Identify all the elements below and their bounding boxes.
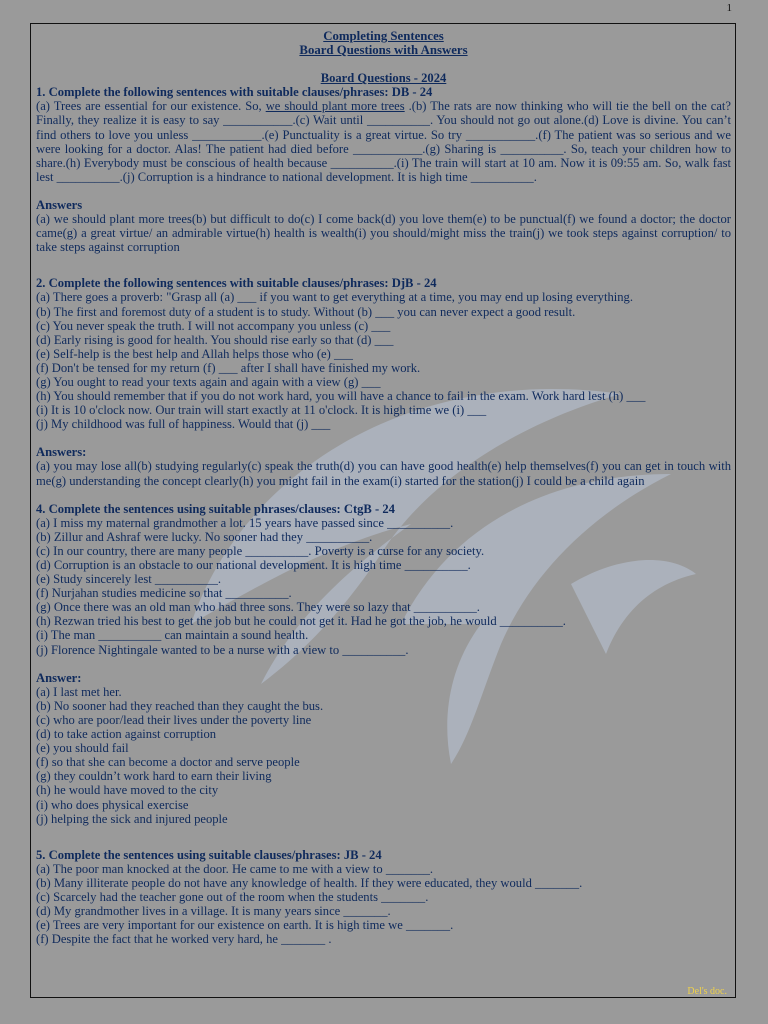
q1-text — [36, 99, 731, 184]
q2-line-h: (h) You should remember that if you do not work hard, you will have a chance to fail in the exam. Work hard lest (h) ___ — [36, 389, 646, 404]
document-frame — [30, 23, 736, 998]
q4-answer-b: (b) No sooner had they reached than they caught the bus. — [36, 698, 324, 713]
q4-answer-j: (j) helping the sick and injured people — [36, 811, 228, 826]
q1-answers: (a) we should plant more trees(b) but difficult to do(c) I come back(d) you love them(e) to be punctual(f) we found a doctor; the doctor came(g) a great virtue/ an admirable virtue(h) health is wealth(i) you should/might miss the train(j) we took steps against corruption/ to take steps against corruption — [36, 212, 731, 255]
q2-answers-heading: Answers: — [36, 445, 87, 460]
q1-text-post: .(b) The rats are now thinking who will tie the bell on the cat? Finally, they realize it is easy to say ___________.(c) Wait until __________. You should not go out alone.(d) Love is divine. You can’t find others to love you unless ___________.(e) Punctuality is a great virtue. So try ___________.(f) The patient was so serious and we were looking for a doctor. Alas! The patient had died before ___________.(g) Sharing is __________. So, teach your children how to share.(h) Everybody must be conscious of health because __________.(i) The train will start at 10 am. Now it is 09:55 am. So, walk fast lest __________.(j) Corruption is a hindrance to national development. It is high time __________. — [36, 99, 732, 184]
q4-line-c: (c) In our country, there are many people __________. Poverty is a curse for any society. — [36, 543, 485, 558]
q4-line-i: (i) The man __________ can maintain a sound health. — [36, 628, 309, 643]
q4-answer-e: (e) you should fail — [36, 741, 129, 756]
q5-heading: 5. Complete the sentences using suitable clauses/phrases: JB - 24 — [36, 847, 382, 862]
year-heading: Board Questions - 2024 — [320, 71, 447, 86]
q4-answer-f: (f) so that she can become a doctor and serve people — [36, 755, 300, 770]
q4-answers-heading: Answer: — [36, 670, 82, 685]
q2-line-i: (i) It is 10 o'clock now. Our train will start exactly at 11 o'clock. It is high time we (i) ___ — [36, 403, 487, 418]
q5-line-c: (c) Scarcely had the teacher gone out of the room when the students _______. — [36, 889, 429, 904]
q5-line-f: (f) Despite the fact that he worked very hard, he _______ . — [36, 932, 332, 947]
q4-line-f: (f) Nurjahan studies medicine so that __________. — [36, 586, 292, 601]
q4-line-e: (e) Study sincerely lest __________. — [36, 572, 222, 587]
q4-line-d: (d) Corruption is an obstacle to our national development. It is high time __________. — [36, 558, 471, 572]
q5-line-e: (e) Trees are very important for our existence on earth. It is high time we _______. — [36, 918, 454, 933]
q4-answer-c: (c) who are poor/lead their lives under the poverty line — [36, 712, 312, 727]
q5-line-b: (b) Many illiterate people do not have any knowledge of health. If they were educated, they would _______. — [36, 875, 583, 890]
page-number: 1 — [726, 2, 732, 14]
q2-line-c: (c) You never speak the truth. I will not accompany you unless (c) ___ — [36, 318, 391, 333]
q2-line-j: (j) My childhood was full of happiness. Would that (j) ___ — [36, 417, 331, 432]
document-title: Completing Sentences — [323, 29, 444, 43]
q4-line-g: (g) Once there was an old man who had three sons. They were so lazy that __________. — [36, 600, 480, 615]
q4-answer-h: (h) he would have moved to the city — [36, 783, 219, 798]
q2-line-d: (d) Early rising is good for health. You should rise early so that (d) ___ — [36, 332, 394, 347]
q2-line-a: (a) There goes a proverb: "Grasp all (a) ___ if you want to get everything at a time, you may end up losing everything. — [36, 290, 633, 305]
q4-answer-i: (i) who does physical exercise — [36, 797, 189, 812]
q5-line-d: (d) My grandmother lives in a village. It is many years since _______. — [36, 904, 391, 919]
q1-answers-heading: Answers — [36, 197, 83, 212]
q1-text-underlined: we should plant more trees — [265, 99, 405, 114]
footer-note: Del's doc. — [687, 986, 727, 997]
q5-line-a: (a) The poor man knocked at the door. He came to me with a view to _______. — [36, 861, 434, 876]
document-subtitle: Board Questions with Answers — [299, 43, 468, 58]
q4-answer-a: (a) I last met her. — [36, 684, 122, 699]
q4-line-b: (b) Zillur and Ashraf were lucky. No sooner had they __________. — [36, 529, 373, 544]
q2-line-e: (e) Self-help is the best help and Allah helps those who (e) ___ — [36, 346, 353, 361]
q4-line-a: (a) I miss my maternal grandmother a lot. 15 years have passed since __________. — [36, 515, 454, 530]
q4-answer-d: (d) to take action against corruption — [36, 727, 217, 742]
q2-heading: 2. Complete the following sentences with suitable clauses/phrases: DjB - 24 — [36, 276, 437, 291]
q2-line-f: (f) Don't be tensed for my return (f) ___ after I shall have finished my work. — [36, 360, 421, 375]
q2-line-b: (b) The first and foremost duty of a student is to study. Without (b) ___ you can never expect a good result. — [36, 304, 576, 319]
q1-text-pre: (a) Trees are essential for our existence. So, — [36, 99, 266, 114]
q4-line-j: (j) Florence Nightingale wanted to be a nurse with a view to __________. — [36, 642, 409, 657]
q4-line-h: (h) Rezwan tried his best to get the job but he could not get it. Had he got the job, he would __________. — [36, 614, 566, 629]
q4-heading: 4. Complete the sentences using suitable phrases/clauses: CtgB - 24 — [36, 501, 395, 516]
q2-answers: (a) you may lose all(b) studying regularly(c) speak the truth(d) you can have good health(e) help themselves(f) you can get in touch with me(g) understanding the concept clearly(h) you might fail in the exam(i) started for the station(j) I could be a child again — [36, 459, 731, 488]
q2-line-g: (g) You ought to read your texts again and again with a view (g) ___ — [36, 374, 381, 389]
q4-answer-g: (g) they couldn’t work hard to earn their living — [36, 769, 272, 784]
q1-heading: 1. Complete the following sentences with suitable clauses/phrases: DB - 24 — [36, 85, 433, 100]
